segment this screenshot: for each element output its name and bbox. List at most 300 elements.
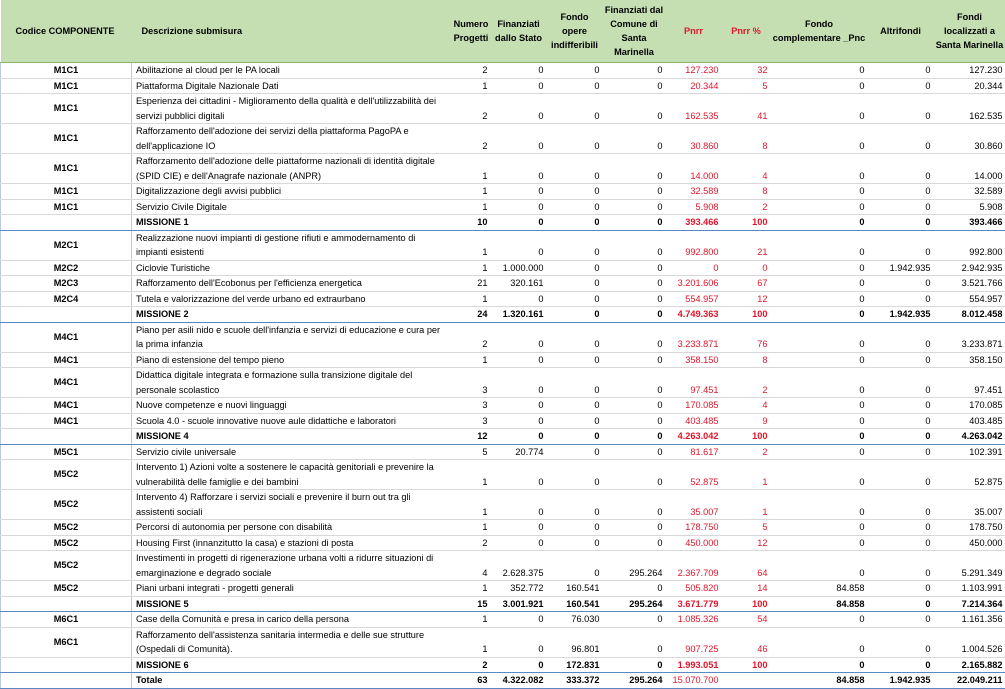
cell-fondo-complementare: 0 bbox=[771, 398, 868, 414]
cell-pnrr: 162.535 bbox=[666, 94, 722, 124]
cell-descrizione: MISSIONE 1 bbox=[132, 215, 452, 231]
cell-finanziati-comune: 0 bbox=[603, 124, 666, 154]
cell-numero-progetti: 1 bbox=[452, 260, 491, 276]
cell-numero-progetti: 1 bbox=[452, 199, 491, 215]
cell-codice: M5C2 bbox=[1, 535, 132, 551]
cell-fondo-opere: 96.801 bbox=[547, 627, 603, 657]
cell-fondi-localizzati: 162.535 bbox=[934, 94, 1005, 124]
cell-fondo-complementare: 84.858 bbox=[771, 673, 868, 689]
cell-fondi-localizzati: 7.214.364 bbox=[934, 596, 1005, 612]
cell-pnrr-pct: 67 bbox=[722, 276, 771, 292]
cell-altrifondi: 0 bbox=[868, 352, 934, 368]
cell-fondi-localizzati: 3.521.766 bbox=[934, 276, 1005, 292]
cell-pnrr: 450.000 bbox=[666, 535, 722, 551]
cell-codice: M5C2 bbox=[1, 520, 132, 536]
cell-finanziati-comune: 0 bbox=[603, 520, 666, 536]
cell-fondo-opere: 0 bbox=[547, 520, 603, 536]
cell-fondo-complementare: 0 bbox=[771, 199, 868, 215]
cell-codice: M5C2 bbox=[1, 460, 132, 490]
cell-fondi-localizzati: 403.485 bbox=[934, 413, 1005, 429]
cell-pnrr-pct: 100 bbox=[722, 307, 771, 323]
cell-pnrr: 52.875 bbox=[666, 460, 722, 490]
cell-fondo-opere: 0 bbox=[547, 78, 603, 94]
cell-pnrr-pct: 8 bbox=[722, 352, 771, 368]
table-row bbox=[1, 368, 1005, 398]
cell-fondo-complementare: 0 bbox=[771, 291, 868, 307]
cell-fondo-opere: 0 bbox=[547, 154, 603, 184]
cell-numero-progetti: 1 bbox=[452, 291, 491, 307]
cell-finanziati-stato: 0 bbox=[491, 322, 547, 352]
cell-pnrr: 5.908 bbox=[666, 199, 722, 215]
cell-altrifondi: 1.942.935 bbox=[868, 260, 934, 276]
cell-finanziati-comune: 0 bbox=[603, 230, 666, 260]
cell-descrizione: Rafforzamento dell'assistenza sanitaria intermedia e delle sue strutture (Ospedali di Comunità). bbox=[132, 627, 452, 657]
cell-finanziati-stato: 0 bbox=[491, 94, 547, 124]
cell-pnrr-pct: 64 bbox=[722, 551, 771, 581]
cell-finanziati-comune: 0 bbox=[603, 627, 666, 657]
cell-altrifondi: 0 bbox=[868, 429, 934, 445]
mission-subtotal-row bbox=[1, 429, 1005, 445]
cell-pnrr: 35.007 bbox=[666, 490, 722, 520]
cell-fondo-complementare: 0 bbox=[771, 94, 868, 124]
cell-descrizione: MISSIONE 4 bbox=[132, 429, 452, 445]
cell-pnrr: 178.750 bbox=[666, 520, 722, 536]
cell-codice bbox=[1, 657, 132, 673]
cell-pnrr-pct: 32 bbox=[722, 63, 771, 79]
cell-pnrr-pct bbox=[722, 673, 771, 689]
table-row bbox=[1, 199, 1005, 215]
cell-pnrr: 97.451 bbox=[666, 368, 722, 398]
cell-fondo-opere: 0 bbox=[547, 322, 603, 352]
cell-codice: M1C1 bbox=[1, 94, 132, 124]
cell-finanziati-stato: 0 bbox=[491, 352, 547, 368]
cell-codice: M1C1 bbox=[1, 63, 132, 79]
header-numero-progetti: Numero Progetti bbox=[452, 0, 491, 63]
cell-altrifondi: 0 bbox=[868, 291, 934, 307]
table-row bbox=[1, 260, 1005, 276]
cell-fondo-complementare: 0 bbox=[771, 551, 868, 581]
table-row bbox=[1, 460, 1005, 490]
cell-finanziati-stato: 20.774 bbox=[491, 444, 547, 460]
cell-fondo-complementare: 0 bbox=[771, 612, 868, 628]
header-finanziati-comune: Finanziati dal Comune di Santa Marinella bbox=[603, 0, 666, 63]
cell-altrifondi: 0 bbox=[868, 230, 934, 260]
cell-numero-progetti: 2 bbox=[452, 322, 491, 352]
cell-pnrr: 2.367.709 bbox=[666, 551, 722, 581]
cell-pnrr: 1.085.326 bbox=[666, 612, 722, 628]
cell-descrizione: MISSIONE 6 bbox=[132, 657, 452, 673]
cell-pnrr: 20.344 bbox=[666, 78, 722, 94]
cell-fondo-opere: 333.372 bbox=[547, 673, 603, 689]
cell-fondo-opere: 0 bbox=[547, 230, 603, 260]
cell-fondo-complementare: 0 bbox=[771, 460, 868, 490]
cell-descrizione: Totale bbox=[132, 673, 452, 689]
cell-fondi-localizzati: 30.860 bbox=[934, 124, 1005, 154]
cell-codice: M5C2 bbox=[1, 551, 132, 581]
cell-finanziati-comune: 0 bbox=[603, 612, 666, 628]
cell-numero-progetti: 24 bbox=[452, 307, 491, 323]
cell-descrizione: Rafforzamento dell'Ecobonus per l'efficienza energetica bbox=[132, 276, 452, 292]
cell-numero-progetti: 2 bbox=[452, 124, 491, 154]
cell-fondo-complementare: 0 bbox=[771, 322, 868, 352]
cell-pnrr: 907.725 bbox=[666, 627, 722, 657]
cell-pnrr: 393.466 bbox=[666, 215, 722, 231]
table-row bbox=[1, 413, 1005, 429]
cell-numero-progetti: 1 bbox=[452, 627, 491, 657]
cell-descrizione: Tutela e valorizzazione del verde urbano ed extraurbano bbox=[132, 291, 452, 307]
cell-fondi-localizzati: 127.230 bbox=[934, 63, 1005, 79]
cell-finanziati-comune: 0 bbox=[603, 322, 666, 352]
cell-fondo-complementare: 0 bbox=[771, 657, 868, 673]
cell-codice bbox=[1, 429, 132, 445]
cell-fondi-localizzati: 20.344 bbox=[934, 78, 1005, 94]
cell-finanziati-comune: 0 bbox=[603, 413, 666, 429]
cell-fondo-opere: 0 bbox=[547, 398, 603, 414]
cell-fondo-opere: 0 bbox=[547, 276, 603, 292]
cell-pnrr: 4.263.042 bbox=[666, 429, 722, 445]
table-row bbox=[1, 230, 1005, 260]
cell-fondi-localizzati: 1.004.526 bbox=[934, 627, 1005, 657]
cell-numero-progetti: 21 bbox=[452, 276, 491, 292]
cell-pnrr-pct: 46 bbox=[722, 627, 771, 657]
cell-finanziati-comune: 295.264 bbox=[603, 673, 666, 689]
cell-codice: M2C2 bbox=[1, 260, 132, 276]
cell-fondi-localizzati: 22.049.211 bbox=[934, 673, 1005, 689]
cell-numero-progetti: 1 bbox=[452, 581, 491, 597]
cell-numero-progetti: 3 bbox=[452, 398, 491, 414]
cell-finanziati-stato: 0 bbox=[491, 215, 547, 231]
cell-fondo-opere: 0 bbox=[547, 535, 603, 551]
table-row bbox=[1, 276, 1005, 292]
cell-pnrr: 14.000 bbox=[666, 154, 722, 184]
cell-descrizione: Piano per asili nido e scuole dell'infanzia e servizi di educazione e cura per la prima infanzia bbox=[132, 322, 452, 352]
cell-pnrr: 3.201.606 bbox=[666, 276, 722, 292]
cell-codice: M1C1 bbox=[1, 78, 132, 94]
cell-fondo-complementare: 0 bbox=[771, 413, 868, 429]
table-row bbox=[1, 124, 1005, 154]
cell-codice: M5C2 bbox=[1, 490, 132, 520]
cell-altrifondi: 0 bbox=[868, 551, 934, 581]
cell-numero-progetti: 5 bbox=[452, 444, 491, 460]
cell-finanziati-comune: 0 bbox=[603, 581, 666, 597]
cell-altrifondi: 0 bbox=[868, 535, 934, 551]
mission-subtotal-row bbox=[1, 307, 1005, 323]
cell-fondi-localizzati: 1.161.356 bbox=[934, 612, 1005, 628]
cell-descrizione: Intervento 1) Azioni volte a sostenere le capacità genitoriali e prevenire la vulnerabilità delle famiglie e dei bambini bbox=[132, 460, 452, 490]
cell-codice: M1C1 bbox=[1, 124, 132, 154]
cell-descrizione: Abilitazione al cloud per le PA locali bbox=[132, 63, 452, 79]
cell-fondo-complementare: 84.858 bbox=[771, 596, 868, 612]
cell-numero-progetti: 2 bbox=[452, 94, 491, 124]
cell-numero-progetti: 1 bbox=[452, 184, 491, 200]
cell-finanziati-comune: 295.264 bbox=[603, 596, 666, 612]
cell-altrifondi: 0 bbox=[868, 94, 934, 124]
header-descrizione: Descrizione submisura bbox=[132, 0, 452, 63]
cell-fondo-complementare: 0 bbox=[771, 230, 868, 260]
cell-finanziati-comune: 0 bbox=[603, 657, 666, 673]
cell-pnrr: 992.800 bbox=[666, 230, 722, 260]
cell-finanziati-comune: 0 bbox=[603, 154, 666, 184]
cell-pnrr-pct: 2 bbox=[722, 444, 771, 460]
cell-pnrr: 1.993.051 bbox=[666, 657, 722, 673]
cell-fondi-localizzati: 992.800 bbox=[934, 230, 1005, 260]
cell-pnrr: 15.070.700 bbox=[666, 673, 722, 689]
cell-fondo-complementare: 0 bbox=[771, 215, 868, 231]
cell-pnrr-pct: 14 bbox=[722, 581, 771, 597]
table-row bbox=[1, 627, 1005, 657]
cell-altrifondi: 0 bbox=[868, 444, 934, 460]
mission-subtotal-row bbox=[1, 596, 1005, 612]
cell-pnrr: 0 bbox=[666, 260, 722, 276]
cell-fondo-opere: 160.541 bbox=[547, 581, 603, 597]
cell-fondo-opere: 160.541 bbox=[547, 596, 603, 612]
cell-codice: M4C1 bbox=[1, 413, 132, 429]
cell-pnrr: 554.957 bbox=[666, 291, 722, 307]
cell-fondo-complementare: 0 bbox=[771, 154, 868, 184]
cell-finanziati-comune: 0 bbox=[603, 490, 666, 520]
cell-fondo-complementare: 0 bbox=[771, 78, 868, 94]
table-row bbox=[1, 581, 1005, 597]
cell-descrizione: Intervento 4) Rafforzare i servizi sociali e prevenire il burn out tra gli assistenti sociali bbox=[132, 490, 452, 520]
cell-fondo-opere: 0 bbox=[547, 124, 603, 154]
cell-pnrr-pct: 100 bbox=[722, 596, 771, 612]
cell-numero-progetti: 1 bbox=[452, 154, 491, 184]
cell-finanziati-comune: 295.264 bbox=[603, 551, 666, 581]
cell-numero-progetti: 63 bbox=[452, 673, 491, 689]
cell-codice: M4C1 bbox=[1, 352, 132, 368]
cell-finanziati-comune: 0 bbox=[603, 184, 666, 200]
header-fondi-localizzati: Fondi localizzati a Santa Marinella bbox=[934, 0, 1005, 63]
cell-fondo-complementare: 0 bbox=[771, 307, 868, 323]
table-row bbox=[1, 154, 1005, 184]
cell-numero-progetti: 1 bbox=[452, 230, 491, 260]
cell-numero-progetti: 4 bbox=[452, 551, 491, 581]
cell-fondi-localizzati: 2.942.935 bbox=[934, 260, 1005, 276]
cell-fondo-complementare: 0 bbox=[771, 535, 868, 551]
cell-codice bbox=[1, 673, 132, 689]
cell-fondo-complementare: 0 bbox=[771, 352, 868, 368]
cell-codice bbox=[1, 596, 132, 612]
header-codice: Codice COMPONENTE bbox=[1, 0, 132, 63]
cell-descrizione: Rafforzamento dell'adozione delle piattaforme nazionali di identità digitale (SPID CIE) e dell'Anagrafe nazionale (ANPR) bbox=[132, 154, 452, 184]
cell-fondo-opere: 76.030 bbox=[547, 612, 603, 628]
cell-altrifondi: 0 bbox=[868, 215, 934, 231]
cell-altrifondi: 0 bbox=[868, 460, 934, 490]
cell-finanziati-stato: 0 bbox=[491, 460, 547, 490]
cell-fondi-localizzati: 178.750 bbox=[934, 520, 1005, 536]
cell-descrizione: Percorsi di autonomia per persone con disabilità bbox=[132, 520, 452, 536]
cell-pnrr: 4.749.363 bbox=[666, 307, 722, 323]
cell-fondi-localizzati: 170.085 bbox=[934, 398, 1005, 414]
cell-finanziati-stato: 4.322.082 bbox=[491, 673, 547, 689]
cell-codice: M6C1 bbox=[1, 627, 132, 657]
table-row bbox=[1, 184, 1005, 200]
cell-pnrr-pct: 4 bbox=[722, 154, 771, 184]
table-row bbox=[1, 444, 1005, 460]
cell-fondo-complementare: 0 bbox=[771, 63, 868, 79]
cell-altrifondi: 0 bbox=[868, 581, 934, 597]
cell-altrifondi: 0 bbox=[868, 596, 934, 612]
header-pnrr: Pnrr bbox=[666, 0, 722, 63]
cell-altrifondi: 0 bbox=[868, 627, 934, 657]
cell-pnrr: 3.233.871 bbox=[666, 322, 722, 352]
cell-finanziati-comune: 0 bbox=[603, 63, 666, 79]
cell-pnrr-pct: 100 bbox=[722, 657, 771, 673]
cell-descrizione: Esperienza dei cittadini - Miglioramento della qualità e dell'utilizzabilità dei servizi pubblici digitali bbox=[132, 94, 452, 124]
table-row bbox=[1, 535, 1005, 551]
cell-numero-progetti: 3 bbox=[452, 413, 491, 429]
cell-fondo-opere: 0 bbox=[547, 490, 603, 520]
cell-finanziati-stato: 0 bbox=[491, 63, 547, 79]
cell-finanziati-stato: 352.772 bbox=[491, 581, 547, 597]
cell-fondo-opere: 0 bbox=[547, 215, 603, 231]
table-row bbox=[1, 78, 1005, 94]
cell-pnrr-pct: 12 bbox=[722, 291, 771, 307]
cell-pnrr: 3.671.779 bbox=[666, 596, 722, 612]
cell-altrifondi: 1.942.935 bbox=[868, 673, 934, 689]
cell-finanziati-stato: 0 bbox=[491, 154, 547, 184]
cell-finanziati-stato: 0 bbox=[491, 291, 547, 307]
header-finanziati-stato: Finanziati dallo Stato bbox=[491, 0, 547, 63]
cell-fondo-complementare: 84.858 bbox=[771, 581, 868, 597]
cell-pnrr-pct: 1 bbox=[722, 460, 771, 490]
cell-fondo-opere: 0 bbox=[547, 260, 603, 276]
table-row bbox=[1, 551, 1005, 581]
cell-fondi-localizzati: 554.957 bbox=[934, 291, 1005, 307]
cell-finanziati-comune: 0 bbox=[603, 429, 666, 445]
cell-finanziati-comune: 0 bbox=[603, 276, 666, 292]
cell-finanziati-stato: 320.161 bbox=[491, 276, 547, 292]
cell-fondi-localizzati: 8.012.458 bbox=[934, 307, 1005, 323]
cell-pnrr: 403.485 bbox=[666, 413, 722, 429]
cell-finanziati-comune: 0 bbox=[603, 444, 666, 460]
cell-codice: M4C1 bbox=[1, 398, 132, 414]
cell-finanziati-stato: 0 bbox=[491, 413, 547, 429]
cell-finanziati-stato: 0 bbox=[491, 184, 547, 200]
cell-fondo-opere: 0 bbox=[547, 429, 603, 445]
cell-fondi-localizzati: 393.466 bbox=[934, 215, 1005, 231]
cell-finanziati-stato: 0 bbox=[491, 627, 547, 657]
header-row bbox=[1, 0, 1005, 63]
cell-finanziati-stato: 0 bbox=[491, 490, 547, 520]
cell-numero-progetti: 1 bbox=[452, 520, 491, 536]
cell-altrifondi: 0 bbox=[868, 398, 934, 414]
cell-fondi-localizzati: 52.875 bbox=[934, 460, 1005, 490]
table-row bbox=[1, 94, 1005, 124]
cell-pnrr-pct: 21 bbox=[722, 230, 771, 260]
cell-codice bbox=[1, 307, 132, 323]
cell-fondo-opere: 172.831 bbox=[547, 657, 603, 673]
cell-numero-progetti: 1 bbox=[452, 490, 491, 520]
cell-fondi-localizzati: 4.263.042 bbox=[934, 429, 1005, 445]
cell-fondi-localizzati: 35.007 bbox=[934, 490, 1005, 520]
header-fondo-complementare: Fondo complementare _Pnc bbox=[771, 0, 868, 63]
cell-numero-progetti: 1 bbox=[452, 460, 491, 490]
cell-fondo-opere: 0 bbox=[547, 352, 603, 368]
cell-pnrr: 30.860 bbox=[666, 124, 722, 154]
cell-codice: M4C1 bbox=[1, 322, 132, 352]
cell-fondo-opere: 0 bbox=[547, 199, 603, 215]
cell-altrifondi: 0 bbox=[868, 368, 934, 398]
cell-altrifondi: 1.942.935 bbox=[868, 307, 934, 323]
cell-fondo-opere: 0 bbox=[547, 63, 603, 79]
cell-pnrr-pct: 54 bbox=[722, 612, 771, 628]
cell-descrizione: Piattaforma Digitale Nazionale Dati bbox=[132, 78, 452, 94]
cell-descrizione: Servizio Civile Digitale bbox=[132, 199, 452, 215]
cell-pnrr-pct: 41 bbox=[722, 94, 771, 124]
cell-altrifondi: 0 bbox=[868, 184, 934, 200]
cell-descrizione: Case della Comunità e presa in carico della persona bbox=[132, 612, 452, 628]
cell-codice bbox=[1, 215, 132, 231]
cell-altrifondi: 0 bbox=[868, 199, 934, 215]
cell-descrizione: Piani urbani integrati - progetti generali bbox=[132, 581, 452, 597]
cell-pnrr: 32.589 bbox=[666, 184, 722, 200]
header-altrifondi: Altrifondi bbox=[868, 0, 934, 63]
cell-altrifondi: 0 bbox=[868, 490, 934, 520]
cell-codice: M4C1 bbox=[1, 368, 132, 398]
cell-codice: M1C1 bbox=[1, 199, 132, 215]
cell-descrizione: Ciclovie Turistiche bbox=[132, 260, 452, 276]
cell-fondo-complementare: 0 bbox=[771, 520, 868, 536]
cell-finanziati-stato: 0 bbox=[491, 199, 547, 215]
cell-codice: M2C4 bbox=[1, 291, 132, 307]
cell-pnrr-pct: 2 bbox=[722, 368, 771, 398]
cell-pnrr-pct: 0 bbox=[722, 260, 771, 276]
cell-finanziati-comune: 0 bbox=[603, 94, 666, 124]
cell-numero-progetti: 2 bbox=[452, 657, 491, 673]
cell-numero-progetti: 15 bbox=[452, 596, 491, 612]
cell-pnrr-pct: 8 bbox=[722, 184, 771, 200]
header-pnrr-pct: Pnrr % bbox=[722, 0, 771, 63]
cell-fondi-localizzati: 450.000 bbox=[934, 535, 1005, 551]
cell-altrifondi: 0 bbox=[868, 657, 934, 673]
cell-pnrr: 81.617 bbox=[666, 444, 722, 460]
cell-altrifondi: 0 bbox=[868, 322, 934, 352]
cell-fondi-localizzati: 1.103.991 bbox=[934, 581, 1005, 597]
cell-codice: M2C3 bbox=[1, 276, 132, 292]
table-row bbox=[1, 520, 1005, 536]
table-row bbox=[1, 322, 1005, 352]
cell-codice: M2C1 bbox=[1, 230, 132, 260]
cell-finanziati-stato: 0 bbox=[491, 535, 547, 551]
cell-fondi-localizzati: 2.165.882 bbox=[934, 657, 1005, 673]
cell-finanziati-comune: 0 bbox=[603, 398, 666, 414]
cell-pnrr-pct: 4 bbox=[722, 398, 771, 414]
cell-finanziati-stato: 0 bbox=[491, 520, 547, 536]
cell-finanziati-stato: 0 bbox=[491, 429, 547, 445]
cell-descrizione: Nuove competenze e nuovi linguaggi bbox=[132, 398, 452, 414]
cell-numero-progetti: 2 bbox=[452, 63, 491, 79]
total-row bbox=[1, 673, 1005, 689]
cell-finanziati-stato: 2.628.375 bbox=[491, 551, 547, 581]
cell-fondo-opere: 0 bbox=[547, 94, 603, 124]
cell-finanziati-stato: 1.000.000 bbox=[491, 260, 547, 276]
table-row bbox=[1, 63, 1005, 79]
cell-fondo-complementare: 0 bbox=[771, 260, 868, 276]
cell-codice: M1C1 bbox=[1, 184, 132, 200]
cell-fondo-complementare: 0 bbox=[771, 124, 868, 154]
cell-fondo-complementare: 0 bbox=[771, 627, 868, 657]
cell-pnrr-pct: 5 bbox=[722, 78, 771, 94]
cell-altrifondi: 0 bbox=[868, 154, 934, 184]
table-row bbox=[1, 490, 1005, 520]
cell-pnrr-pct: 9 bbox=[722, 413, 771, 429]
cell-numero-progetti: 10 bbox=[452, 215, 491, 231]
table-row bbox=[1, 352, 1005, 368]
cell-pnrr: 358.150 bbox=[666, 352, 722, 368]
cell-fondi-localizzati: 32.589 bbox=[934, 184, 1005, 200]
cell-pnrr: 170.085 bbox=[666, 398, 722, 414]
